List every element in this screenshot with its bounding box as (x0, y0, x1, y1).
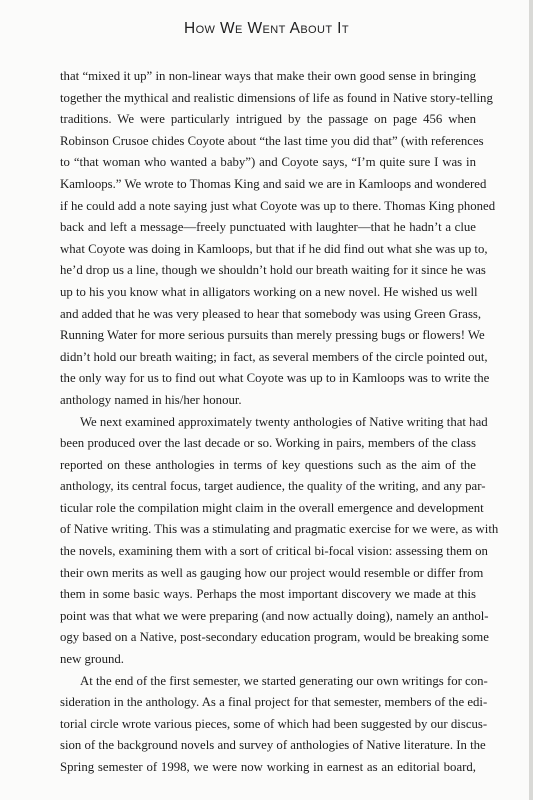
paragraph-1 (60, 66, 496, 412)
text-line: up to his you know what in alligators working on a new novel. He wished us well (60, 284, 478, 299)
paragraph-2 (60, 412, 499, 671)
text-line: he’d drop us a line, though we shouldn’t hold our breath waiting for it since he was (60, 263, 486, 278)
body-text (60, 66, 499, 779)
text-line: ticular role the compilation might claim in the overall emergence and development (60, 500, 484, 515)
text-line: point was that what we were preparing (and now actually doing), namely an anthol- (60, 608, 489, 623)
text-line: of Native writing. This was a stimulating and pragmatic exercise for we were, as with (60, 522, 499, 537)
text-line: what Coyote was doing in Kamloops, but that if he did find out what she was up to, (60, 241, 488, 256)
text-line: reported on these anthologies in terms of key questions such as the aim of the (60, 457, 476, 472)
text-line: Kamloops.” We wrote to Thomas King and said we are in Kamloops and wondered (60, 176, 487, 191)
text-line: traditions. We were particularly intrigued by the passage on page 456 when (60, 112, 476, 127)
text-line: if he could add a note saying just what Coyote was up to there. Thomas King phoned (60, 198, 496, 213)
text-line: together the mythical and realistic dimensions of life as found in Native story-telling (60, 90, 493, 105)
text-line: sion of the background novels and survey of anthologies of Native literature. In the (60, 738, 486, 753)
text-line: We next examined approximately twenty anthologies of Native writing that had (80, 414, 488, 429)
text-line: to “that woman who wanted a baby”) and Coyote says, “I’m quite sure I was in (60, 155, 476, 170)
text-line: back and left a message—freely punctuated with laughter—that he hadn’t a clue (60, 220, 476, 235)
text-line: didn’t hold our breath waiting; in fact, as several members of the circle pointed out, (60, 349, 488, 364)
text-line: the novels, examining them with a sort of critical bi-focal vision: assessing them on (60, 544, 488, 559)
text-line: their own merits as well as gauging how our project would resemble or differ from (60, 565, 484, 580)
text-line: anthology, its central focus, target audience, the quality of the writing, and any par- (60, 479, 486, 494)
text-line: Spring semester of 1998, we were now working in earnest as an editorial board, (60, 760, 476, 774)
page-edge (529, 0, 533, 800)
text-line: new ground. (60, 652, 124, 667)
text-line: and added that he was very pleased to hear that somebody was using Green Grass, (60, 306, 482, 321)
text-line: Running Water for more serious pursuits than merely pressing bugs or flowers! We (60, 328, 485, 343)
text-line: been produced over the last decade or so. Working in pairs, members of the class (60, 436, 476, 451)
text-line: the only way for us to find out what Coyote was up to in Kamloops was to write the (60, 371, 490, 386)
text-line: them in some basic ways. Perhaps the most important discovery we made at this (60, 587, 476, 602)
text-line: that “mixed it up” in non-linear ways that make their own good sense in bringing (60, 69, 476, 83)
running-head: How We Went About It (183, 20, 350, 37)
text-line: At the end of the first semester, we started generating our own writings for con- (80, 673, 488, 688)
text-line: torial circle wrote various pieces, some of which had been suggested by our discus- (60, 716, 488, 731)
text-line: anthology named in his/her honour. (60, 392, 242, 407)
text-line: sideration in the anthology. As a final project for that semester, members of the edi- (60, 695, 488, 710)
paragraph-3 (60, 671, 488, 779)
text-line: ogy based on a Native, post-secondary education program, would be breaking some (60, 630, 489, 645)
text-line: Robinson Crusoe chides Coyote about “the last time you did that” (with references (60, 133, 484, 148)
